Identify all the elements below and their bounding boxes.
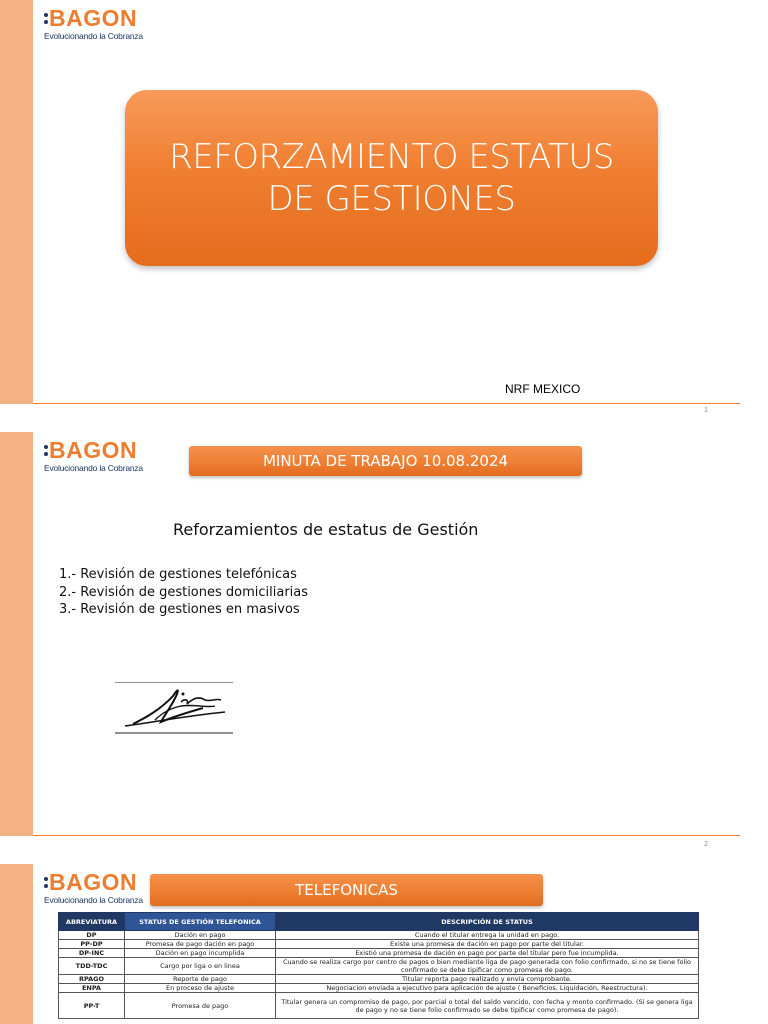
slide-gap xyxy=(0,404,768,432)
cell-abbr: PP-T xyxy=(59,993,125,1019)
logo-tagline: Evolucionando la Cobranza xyxy=(44,463,143,473)
title-box xyxy=(125,90,658,266)
bagon-logo xyxy=(44,870,143,905)
header-descripcion: DESCRIPCIÓN DE STATUS xyxy=(276,913,699,931)
table-header-row xyxy=(59,913,699,931)
slide-1 xyxy=(0,0,768,404)
table-row xyxy=(59,975,699,984)
list-item: 3.- Revisión de gestiones en masivos xyxy=(59,602,300,617)
cell-description: Cuando se realiza cargo por centro de pagos o bien mediante liga de pago generada con folio confirmado, si no se tiene folio confirmado se debe tipificar como promesa de pago. xyxy=(276,958,699,975)
side-strip xyxy=(0,0,33,404)
status-table xyxy=(58,912,699,1019)
minuta-banner: MINUTA DE TRABAJO 10.08.2024 xyxy=(189,446,582,476)
slide-gap xyxy=(0,836,768,864)
logo-dots-icon xyxy=(44,13,48,24)
side-strip xyxy=(0,432,33,836)
cell-description: Existió una promesa de dación en pago por parte del titular pero fue incumplida. xyxy=(276,949,699,958)
cell-status: Promesa de pago xyxy=(125,993,276,1019)
logo-dots-icon xyxy=(44,877,48,888)
logo-word: BAGON xyxy=(49,5,138,31)
cell-status: Reporte de pago xyxy=(125,975,276,984)
cell-abbr: TDD-TDC xyxy=(59,958,125,975)
section-subtitle: Reforzamientos de estatus de Gestión xyxy=(173,520,479,539)
cell-description: Titular genera un compromiso de pago, por parcial o total del saldo vencido, con fecha y monto confirmado. (Si se genera liga de pago y no se tiene folio confirmado se debe tipificar como promesa de pago). xyxy=(276,993,699,1019)
header-status: STATUS DE GESTIÓN TELEFONICA xyxy=(125,913,276,931)
logo-tagline: Evolucionando la Cobranza xyxy=(44,895,143,905)
table-row xyxy=(59,958,699,975)
bagon-logo xyxy=(44,438,143,473)
list-item: 2.- Revisión de gestiones domiciliarias xyxy=(59,584,309,600)
slide-3 xyxy=(0,864,768,1024)
cell-status: Dación en pago incumplida xyxy=(125,949,276,958)
table-row xyxy=(59,984,699,993)
cell-status: Dación en pago xyxy=(125,931,276,940)
table-row xyxy=(59,931,699,940)
cell-abbr: ENPA xyxy=(59,984,125,993)
logo-dots-icon xyxy=(44,445,48,456)
list-item: 1.- Revisión de gestiones telefónicas xyxy=(59,567,297,582)
cell-abbr: PP-DP xyxy=(59,940,125,949)
cell-status: En proceso de ajuste xyxy=(125,984,276,993)
cell-status: Promesa de pago dación en pago xyxy=(125,940,276,949)
table-row xyxy=(59,940,699,949)
cell-abbr: DP-INC xyxy=(59,949,125,958)
telefonicas-banner: TELEFONICAS xyxy=(150,874,543,906)
cell-description: Titular reporta pago realizado y envía comprobante. xyxy=(276,975,699,984)
slide-title: REFORZAMIENTO ESTATUS DE GESTIONES xyxy=(169,137,614,219)
cell-status: Cargo por liga o en linea xyxy=(125,958,276,975)
cell-description: Cuando el titular entrega la unidad en pago. xyxy=(276,931,699,940)
table-row xyxy=(59,993,699,1019)
cell-description: Negociacion enviada a ejecutivo para aplicación de ajuste ( Beneficios, Liquidación, Reestructura). xyxy=(276,984,699,993)
review-list xyxy=(59,566,308,619)
table-row xyxy=(59,949,699,958)
header-abreviatura: ABREVIATURA xyxy=(59,913,125,931)
logo-word: BAGON xyxy=(49,869,138,895)
logo-word: BAGON xyxy=(49,437,138,463)
side-strip xyxy=(0,864,33,1024)
cell-description: Existe una promesa de dación en pago por parte del titular. xyxy=(276,940,699,949)
page-number: 1 xyxy=(704,407,708,414)
slide-2 xyxy=(0,432,768,836)
bagon-logo xyxy=(44,6,143,41)
cell-abbr: DP xyxy=(59,931,125,940)
page-number: 2 xyxy=(704,841,708,848)
signature-image xyxy=(115,682,235,734)
footer-org: NRF MEXICO xyxy=(505,382,581,396)
cell-abbr: RPAGO xyxy=(59,975,125,984)
logo-tagline: Evolucionando la Cobranza xyxy=(44,31,143,41)
